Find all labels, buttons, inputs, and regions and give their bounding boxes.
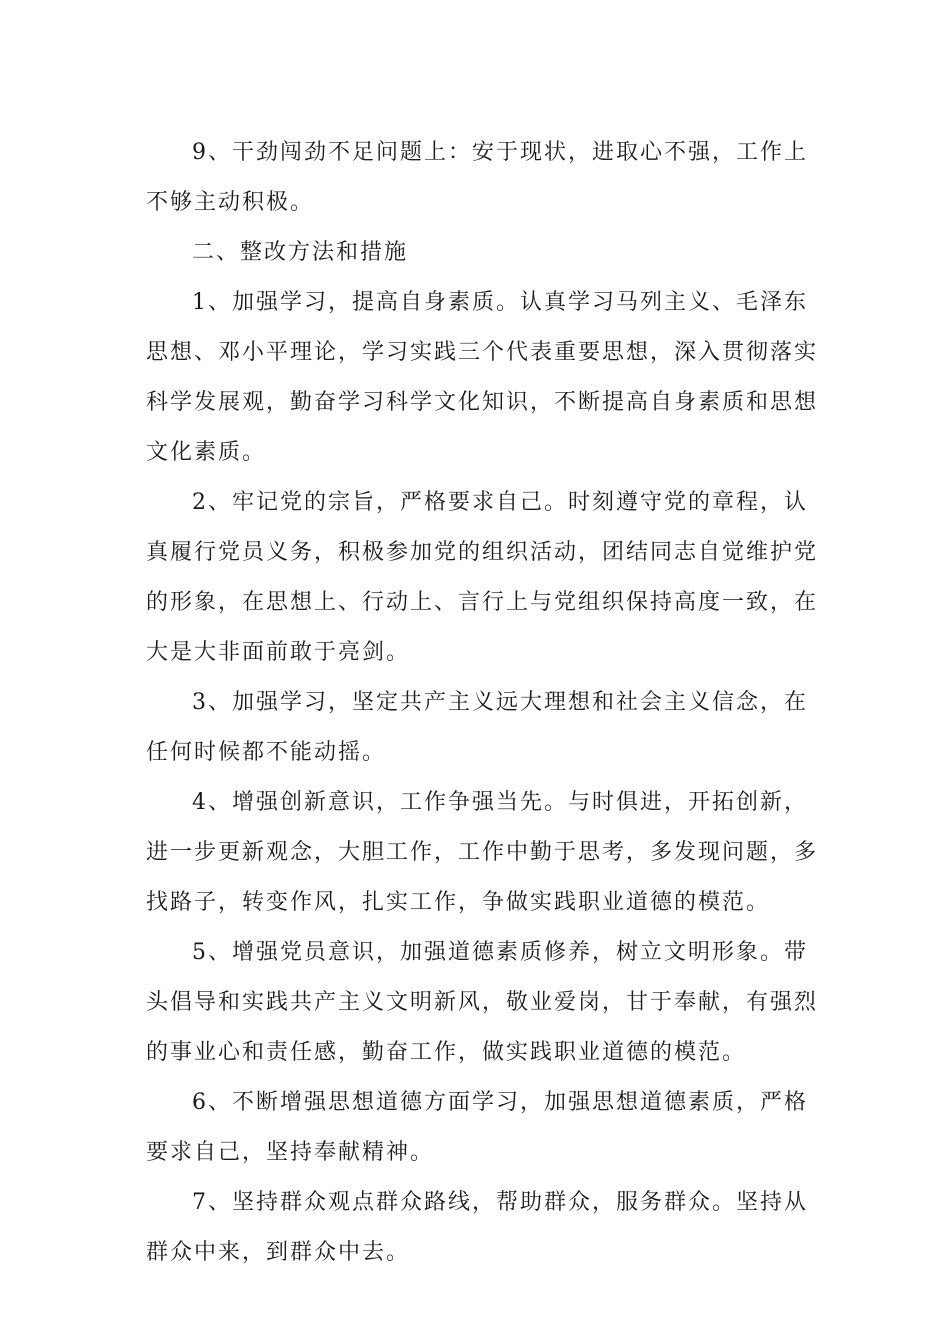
paragraph-measure-5: 5、增强党员意识，加强道德素质修养，树立文明形象。带头倡导和实践共产主义文明新风，敬业爱岗，甘于奉献，有强烈的事业心和责任感，勤奋工作，做实践职业道德的模范。 <box>146 940 819 1065</box>
section-heading: 二、整改方法和措施 <box>192 240 409 265</box>
paragraph-measure-2: 2、牢记党的宗旨，严格要求自己。时刻遵守党的章程，认真履行党员义务，积极参加党的组织活动，团结同志自觉维护党的形象，在思想上、行动上、言行上与党组织保持高度一致，在大是大非面前敢于亮剑。 <box>146 490 819 665</box>
paragraph-measure-7: 7、坚持群众观点群众路线，帮助群众，服务群众。坚持从群众中来，到群众中去。 <box>146 1190 808 1265</box>
paragraph-measure-4: 4、增强创新意识，工作争强当先。与时俱进，开拓创新，进一步更新观念，大胆工作，工作中勤于思考，多发现问题，多找路子，转变作风，扎实工作，争做实践职业道德的模范。 <box>146 790 819 915</box>
paragraph-measure-6: 6、不断增强思想道德方面学习，加强思想道德素质，严格要求自己，坚持奉献精神。 <box>146 1090 808 1165</box>
paragraph-measure-1: 1、加强学习，提高自身素质。认真学习马列主义、毛泽东思想、邓小平理论，学习实践三个代表重要思想，深入贯彻落实科学发展观，勤奋学习科学文化知识，不断提高自身素质和思想文化素质。 <box>146 290 819 465</box>
paragraph-measure-3: 3、加强学习，坚定共产主义远大理想和社会主义信念，在任何时候都不能动摇。 <box>146 690 808 765</box>
document-body <box>146 128 826 1278</box>
paragraph-item-9: 9、干劲闯劲不足问题上：安于现状，进取心不强，工作上不够主动积极。 <box>146 140 808 215</box>
